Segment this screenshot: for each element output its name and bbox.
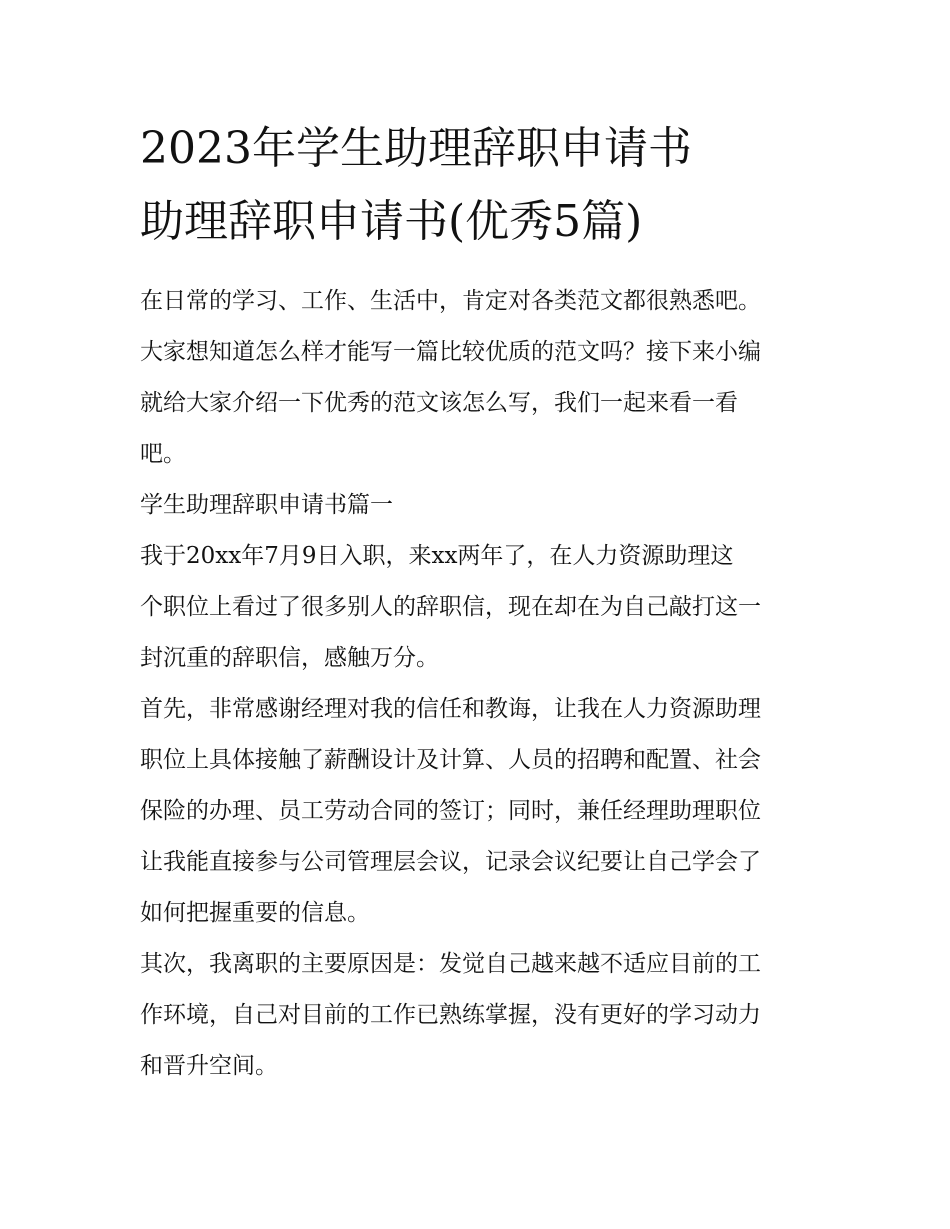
- intro-line: 吧。: [140, 441, 186, 467]
- title-line-2: 助理辞职申请书(优秀5篇): [140, 196, 643, 247]
- section-heading: [140, 480, 820, 531]
- paragraph-line: 我于20xx年7月9日入职，来xx两年了，在人力资源助理这: [140, 543, 734, 569]
- section-heading-text: 学生助理辞职申请书篇一: [140, 492, 393, 518]
- paragraph-line: 封沉重的辞职信，感触万分。: [140, 645, 439, 671]
- paragraph-line: 作环境，自己对目前的工作已熟练掌握，没有更好的学习动力: [140, 1002, 761, 1028]
- paragraph-line: 首先，非常感谢经理对我的信任和教诲，让我在人力资源助理: [140, 696, 761, 722]
- paragraph-line: 如何把握重要的信息。: [140, 900, 370, 926]
- body-paragraph: [140, 684, 820, 939]
- paragraph-line: 保险的办理、员工劳动合同的签订；同时，兼任经理助理职位: [140, 798, 761, 824]
- body-paragraph: [140, 939, 820, 1092]
- paragraph-line: 职位上具体接触了薪酬设计及计算、人员的招聘和配置、社会: [140, 747, 761, 773]
- body-paragraph: [140, 531, 820, 684]
- paragraph-line: 其次，我离职的主要原因是：发觉自己越来越不适应目前的工: [140, 951, 761, 977]
- intro-line: 大家想知道怎么样才能写一篇比较优质的范文吗？接下来小编: [140, 339, 761, 365]
- paragraph-line: 让我能直接参与公司管理层会议，记录会议纪要让自己学会了: [140, 849, 761, 875]
- paragraph-line: 个职位上看过了很多别人的辞职信，现在却在为自己敲打这一: [140, 594, 761, 620]
- document-title: [140, 112, 820, 258]
- document-body: [140, 276, 820, 1092]
- paragraph-line: 和晋升空间。: [140, 1053, 278, 1079]
- intro-paragraph: [140, 276, 820, 480]
- intro-line: 就给大家介绍一下优秀的范文该怎么写，我们一起来看一看: [140, 390, 738, 416]
- intro-line: 在日常的学习、工作、生活中，肯定对各类范文都很熟悉吧。: [140, 288, 761, 314]
- title-line-1: 2023年学生助理辞职申请书: [140, 123, 692, 174]
